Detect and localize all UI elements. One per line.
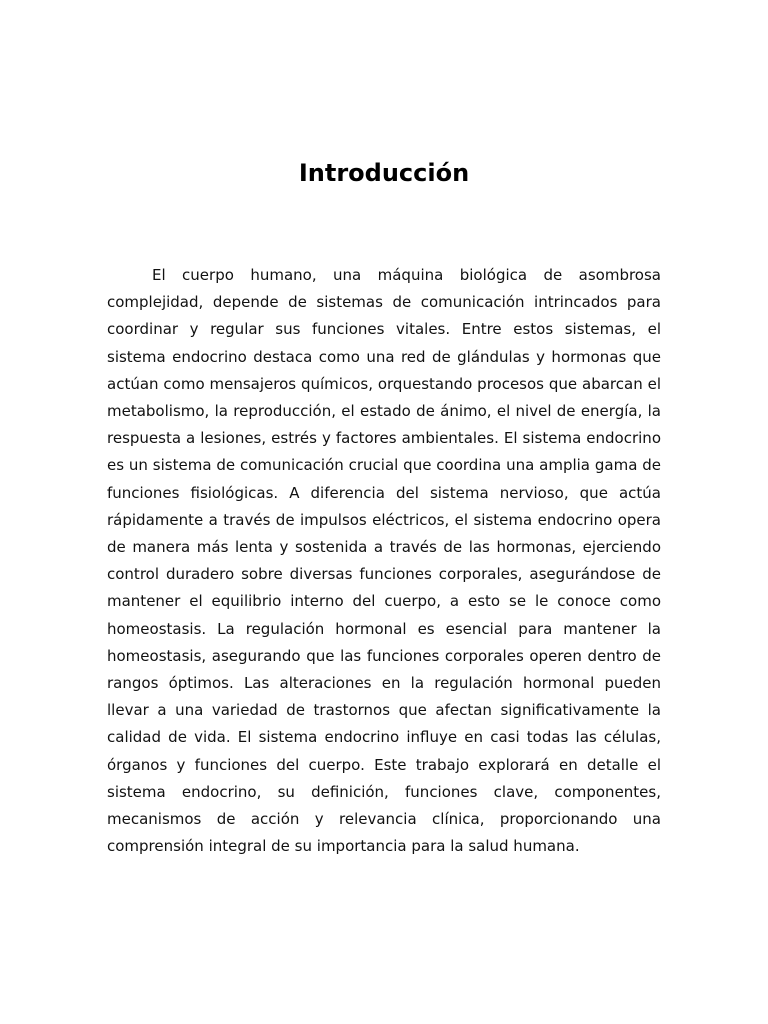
- introduction-paragraph: El cuerpo humano, una máquina biológica de asombrosa complejidad, depende de sistemas de comunicación intrincados para coordinar y regular sus funciones vitales. Entre estos sistemas, el sistema endocrino destaca como una red de glándulas y hormonas que actúan como mensajeros químicos, orquestando procesos que abarcan el metabolismo, la reproducción, el estado de ánimo, el nivel de energía, la respuesta a lesiones, estrés y factores ambientales. El sistema endocrino es un sistema de comunicación crucial que coordina una amplia gama de funciones fisiológicas. A diferencia del sistema nervioso, que actúa rápidamente a través de impulsos eléctricos, el sistema endocrino opera de manera más lenta y sostenida a través de las hormonas, ejerciendo control duradero sobre diversas funciones corporales, asegurándose de mantener el equilibrio interno del cuerpo, a esto se le conoce como homeostasis. La regulación hormonal es esencial para mantener la homeostasis, asegurando que las funciones corporales operen dentro de rangos óptimos. Las alteraciones en la regulación hormonal pueden llevar a una variedad de trastornos que afectan significativamente la calidad de vida. El sistema endocrino influye en casi todas las células, órganos y funciones del cuerpo. Este trabajo explorará en detalle el sistema endocrino, su definición, funciones clave, componentes, mecanismos de acción y relevancia clínica, proporcionando una comprensión integral de su importancia para la salud humana.: [107, 266, 661, 856]
- page-title: Introducción: [298, 159, 470, 187]
